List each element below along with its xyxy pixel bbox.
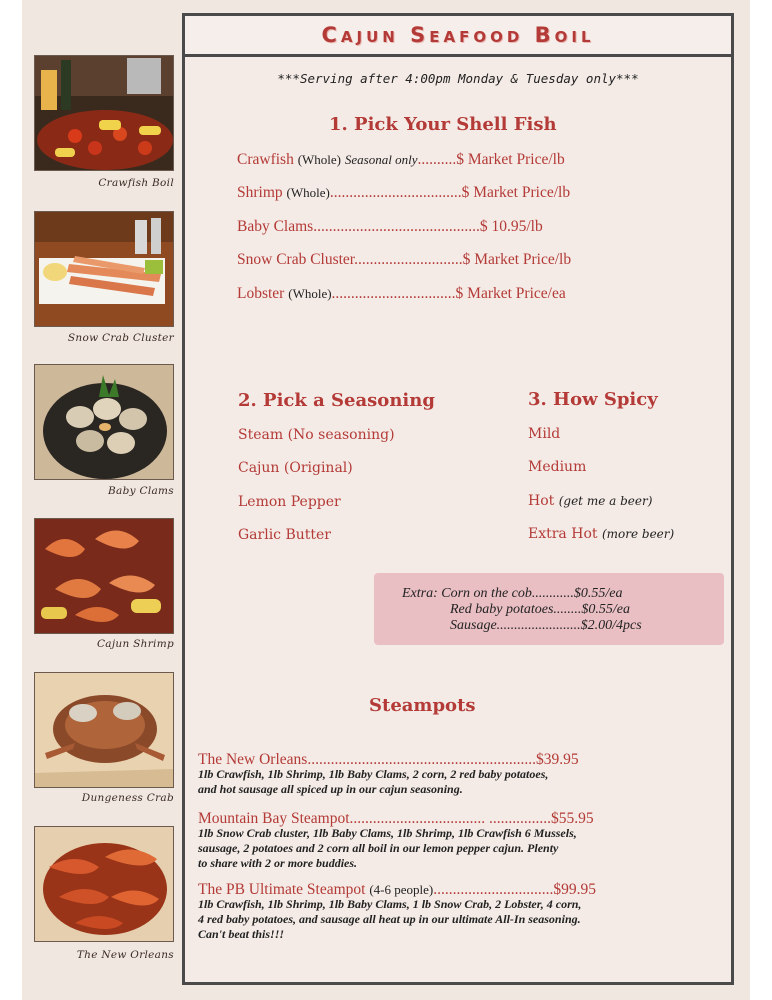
spicy-note: (more beer) [601, 527, 675, 541]
photo-caption: Crawfish Boil [98, 177, 174, 189]
item-name: Baby Clams [237, 218, 314, 235]
title-bar [185, 16, 731, 57]
item-price: $ Market Price/lb [462, 251, 572, 268]
cajun-shrimp-photo [34, 518, 174, 634]
seasoning-item: Steam (No seasoning) [238, 427, 395, 443]
extra-line: Sausage........................$2.00/4pcs [450, 618, 642, 633]
photo-caption: Snow Crab Cluster [67, 332, 174, 344]
item-price: $ Market Price/ea [455, 285, 566, 302]
seasoning-item: Lemon Pepper [238, 494, 341, 510]
photo-caption: The New Orleans [76, 949, 174, 961]
extra-line: Red baby potatoes........$0.55/ea [450, 602, 631, 617]
shellfish-item [237, 151, 565, 169]
item-note: (Whole) [297, 152, 342, 167]
spicy-item [528, 459, 586, 475]
desc-line: 1lb Snow Crab cluster, 1lb Baby Clams, 1lb Shrimp, 1lb Crawfish 6 Mussels, [198, 826, 577, 840]
serving-note: ***Serving after 4:00pm Monday & Tuesday only*** [277, 71, 639, 86]
item-name: Snow Crab Cluster [237, 251, 355, 268]
spicy-note: (get me a beer) [558, 494, 653, 508]
leader-dots: ............................... [433, 881, 554, 898]
shellfish-item [237, 251, 571, 269]
extra-line: Extra: Corn on the cob............$0.55/ea [402, 586, 623, 601]
desc-line: to share with 2 or more buddies. [198, 856, 358, 870]
steampot-description [198, 897, 738, 942]
seasoning-item: Garlic Butter [238, 527, 332, 543]
photo-caption: Dungeness Crab [81, 792, 174, 804]
photo-caption: Cajun Shrimp [96, 638, 174, 650]
spicy-item [528, 526, 674, 542]
dungeness-crab-photo [34, 672, 174, 788]
shellfish-heading: 1. Pick Your Shell Fish [329, 114, 557, 135]
seasoning-heading: 2. Pick a Seasoning [238, 390, 435, 411]
steampots-heading: Steampots [369, 695, 476, 716]
steampot-name: Mountain Bay Steampot [198, 810, 350, 827]
item-price: $ Market Price/lb [461, 184, 571, 201]
desc-line: and hot sausage all spiced up in our cajun seasoning. [198, 782, 463, 796]
leader-dots: ............................ [354, 251, 463, 268]
leader-dots: .................................. [329, 184, 462, 201]
item-note: (Whole) [288, 286, 332, 301]
steampot-description [198, 826, 738, 871]
leader-dots: ................................ [331, 285, 456, 302]
shellfish-item [237, 218, 543, 236]
desc-line: 1lb Crawfish, 1lb Shrimp, 1lb Baby Clams, 1 lb Snow Crab, 2 Lobster, 4 corn, [198, 897, 582, 911]
desc-line: 1lb Crawfish, 1lb Shrimp, 1lb Baby Clams, 2 corn, 2 red baby potatoes, [198, 767, 549, 781]
spicy-item [528, 493, 652, 509]
steampot-price: $99.95 [553, 881, 596, 898]
steampot-price: $55.95 [551, 810, 594, 827]
new-orleans-photo [34, 826, 174, 942]
item-price: $ Market Price/lb [456, 151, 565, 168]
shellfish-item [237, 285, 566, 303]
crawfish-boil-photo [34, 55, 174, 171]
spicy-label: Hot [528, 493, 555, 509]
menu-title: Cajun Seafood Boil [321, 23, 595, 47]
seasoning-item: Cajun (Original) [238, 460, 353, 476]
item-name: Lobster [237, 285, 285, 302]
spicy-label: Mild [528, 426, 561, 442]
leader-dots: ........................................... [313, 218, 480, 235]
item-note2: Seasonal only [344, 152, 418, 167]
steampot-name: The PB Ultimate Steampot [198, 881, 366, 898]
item-price: $ 10.95/lb [479, 218, 543, 235]
item-note: (Whole) [286, 185, 330, 200]
steampot-name: The New Orleans [198, 751, 308, 768]
steampot-price: $39.95 [535, 751, 579, 768]
spicy-item [528, 426, 560, 442]
desc-line: sausage, 2 potatoes and 2 corn all boil in our lemon pepper cajun. Plenty [198, 841, 559, 855]
spicy-label: Medium [528, 459, 587, 475]
desc-line: 4 red baby potatoes, and sausage all heat up in our ultimate All-In seasoning. [198, 912, 581, 926]
desc-line: Can't beat this!!! [198, 927, 285, 941]
item-name: Crawfish [237, 151, 294, 168]
snow-crab-photo [34, 211, 174, 327]
shellfish-item [237, 184, 570, 202]
leader-dots: ................................... ................ [349, 810, 552, 827]
steampot-note: (4-6 people) [369, 882, 434, 897]
leader-dots: ........................................................... [307, 751, 536, 768]
item-name: Shrimp [237, 184, 283, 201]
spicy-heading: 3. How Spicy [528, 389, 658, 410]
photo-caption: Baby Clams [108, 485, 174, 497]
spicy-label: Extra Hot [528, 526, 598, 542]
steampot-description [198, 767, 738, 797]
leader-dots: .......... [417, 151, 457, 168]
baby-clams-photo [34, 364, 174, 480]
